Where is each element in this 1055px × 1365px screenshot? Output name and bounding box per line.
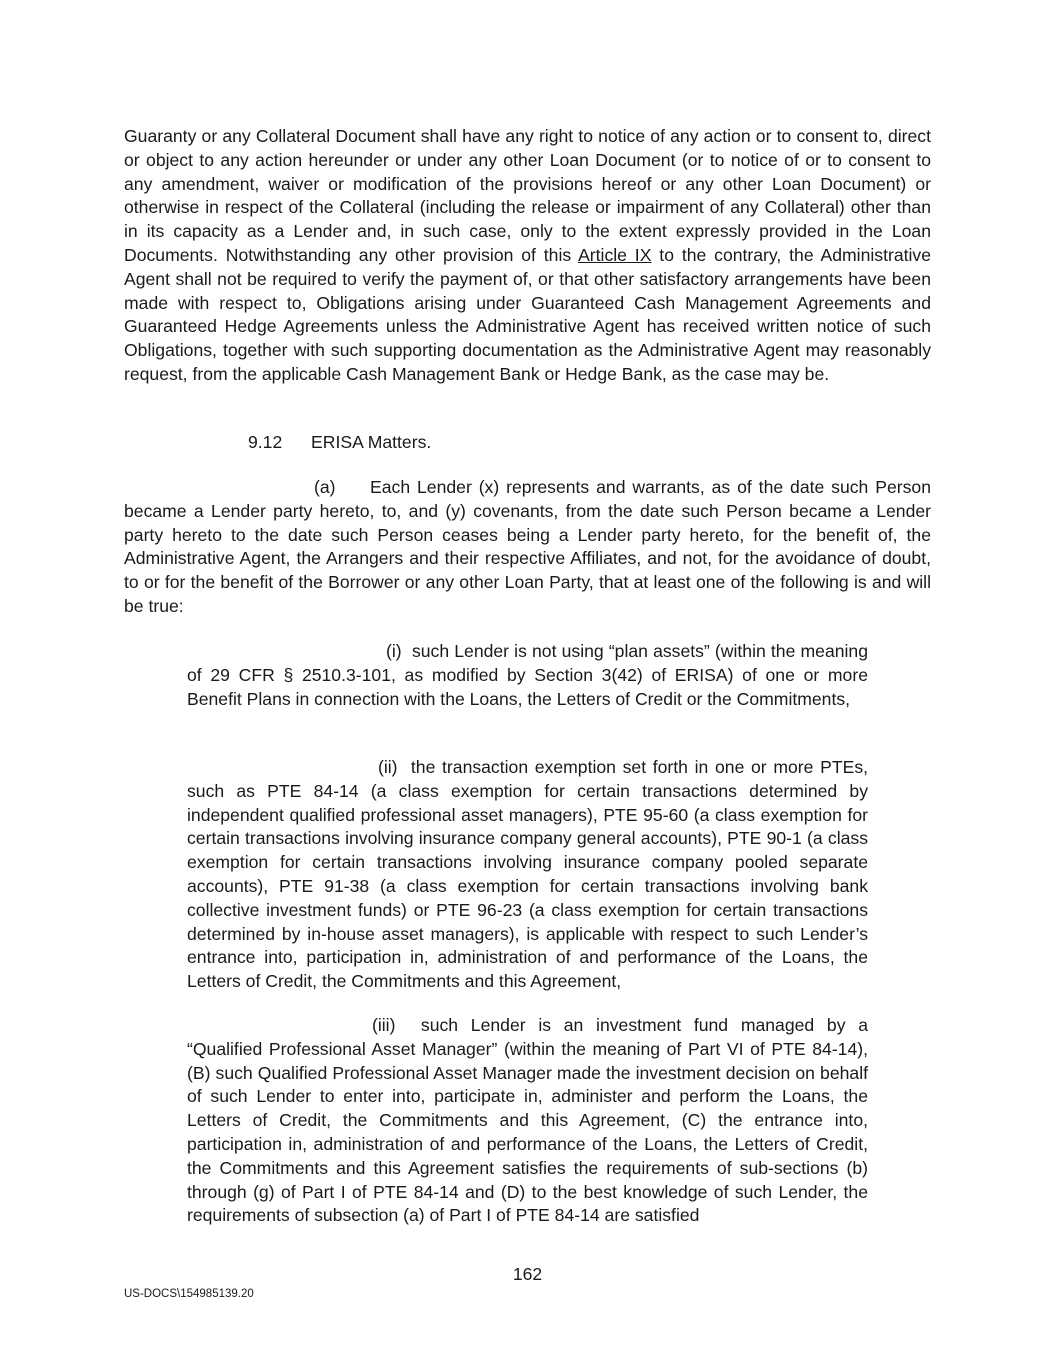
section-number: 9.12 — [248, 432, 283, 452]
subclause-ii-text: the transaction exemption set forth in one or more PTEs, such as PTE 84-14 (a class exemption for certain transactions determined by independent qualified professional asset managers), PTE 95-60 (a class exemption for certain transactions involving insurance company general accounts), PTE 90-1 (a class exemption for certain transactions involving insurance company pooled separate accounts), PTE 91-38 (a class exemption for certain transactions involving bank collective investment funds) or PTE 96-23 (a class exemption for certain transactions determined by in-house asset managers), is applicable with respect to such Lender’s entrance into, participation in, administration of and performance of the Loans, the Letters of Credit, the Commitments and this Agreement, — [187, 757, 869, 992]
subclause-i-label: (i) — [386, 641, 402, 661]
subclause-iii-label: (iii) — [372, 1015, 396, 1035]
subclause-iii — [187, 1014, 868, 1228]
intro-text-after-link: to the contrary, the Administrative Agent shall not be required to verify the payment of, or that other satisfactory arrangements have been made with respect to, Obligations arising under Guaranteed Cash Management Agreements and Guaranteed Hedge Agreements unless the Administrative Agent has received written notice of such Obligations, together with such supporting documentation as the Administrative Agent may reasonably request, from the applicable Cash Management Bank or Hedge Bank, as the case may be. — [124, 244, 931, 384]
clause-a-text: Each Lender (x) represents and warrants, as of the date such Person became a Lender party hereto, to, and (y) covenants, from the date such Person became a Lender party hereto to the date such Person ceases being a Lender party hereto, for the benefit of, the Administrative Agent, the Arrangers and their respective Affiliates, and not, for the avoidance of doubt, to or for the benefit of the Borrower or any other Loan Party, that at least one of the following is and will be true: — [124, 477, 931, 616]
subclause-iii-text: such Lender is an investment fund managed by a “Qualified Professional Asset Manager” (within the meaning of Part VI of PTE 84-14), (B) such Qualified Professional Asset Manager made the investment decision on behalf of such Lender to enter into, participate in, administer and perform the Loans, the Letters of Credit, the Commitments and this Agreement, (C) the entrance into, participation in, administration of and performance of the Loans, the Letters of Credit, the Commitments and this Agreement satisfies the requirements of sub-sections (b) through (g) of Part I of PTE 84-14 and (D) to the best knowledge of such Lender, the requirements of subsection (a) of Part I of PTE 84-14 are satisfied — [187, 1015, 869, 1226]
subclause-i-text: such Lender is not using “plan assets” (within the meaning of 29 CFR § 2510.3-101, as modified by Section 3(42) of ERISA) of one or more Benefit Plans in connection with the Loans, the Letters of Credit or the Commitments, — [187, 641, 869, 709]
document-id: US-DOCS\154985139.20 — [124, 1288, 254, 1300]
clause-a-label: (a) — [314, 477, 336, 497]
page-number: 162 — [512, 1264, 543, 1284]
intro-text-before-link: Guaranty or any Collateral Document shall have any right to notice of any action or to consent to, direct or object to any action hereunder or under any other Loan Document (or to notice of or to consent to any amendment, waiver or modification of the provisions hereof or any other Loan Document) or otherwise in respect of the Collateral (including the release or impairment of any Collateral) other than in its capacity as a Lender and, in such case, only to the extent expressly provided in the Loan Documents. Notwithstanding any other provision of this — [124, 126, 931, 265]
subclause-ii — [187, 756, 868, 994]
intro-paragraph — [124, 125, 931, 387]
clause-a-paragraph — [124, 476, 931, 619]
subclause-ii-label: (ii) — [378, 757, 398, 777]
article-ix-reference: Article IX — [578, 244, 652, 265]
section-title: ERISA Matters. — [311, 432, 432, 452]
subclause-i — [187, 640, 868, 711]
section-heading — [248, 430, 431, 454]
